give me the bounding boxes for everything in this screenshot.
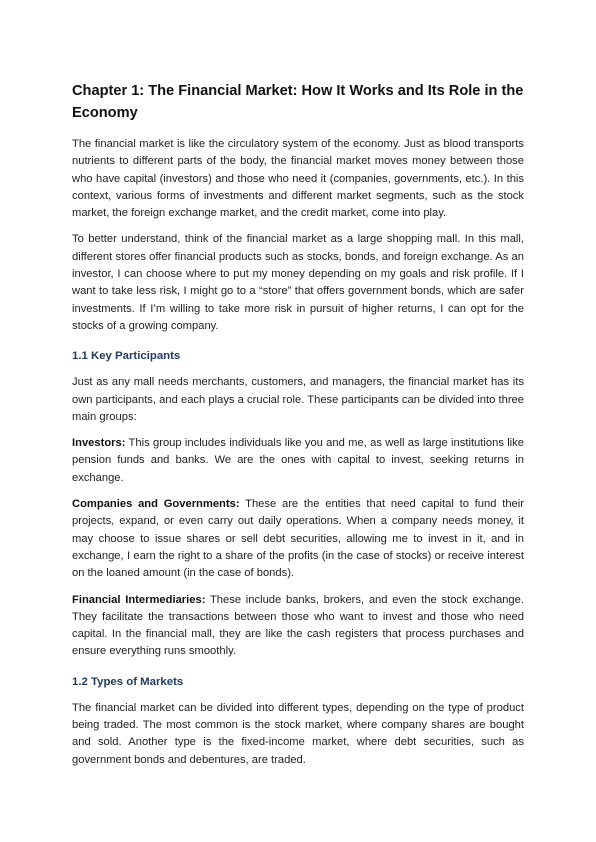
types-of-markets-paragraph: The financial market can be divided into different types, depending on the type of product being traded. The most common is the stock market, where company shares are bought and sold. Another type is the fixed-income market, where debt securities, such as government bonds and debentures, are traded. [72, 701, 524, 766]
intro-paragraph-1: The financial market is like the circulatory system of the economy. Just as blood transports nutrients to different parts of the body, the financial market moves money between those who have capital (investors) and those who need it (companies, governments, etc.). In this context, various forms of investments and different market segments, such as the stock market, the foreign exchange market, and the credit market, come into play. [72, 138, 524, 220]
section-heading-types-of-markets: 1.2 Types of Markets [72, 675, 184, 688]
investors-text: This group includes individuals like you and me, as well as large institutions like pension funds and banks. We are the ones with capital to invest, seeking returns in exchange. [72, 437, 524, 484]
intro-paragraph-2: To better understand, think of the financial market as a large shopping mall. In this mall, different stores offer financial products such as stocks, bonds, and foreign exchange. As an investor, I can choose where to put my money depending on my goals and risk profile. If I want to take less risk, I might go to a “store” that offers government bonds, which are safer investments. If I’m willing to take more risk in pursuit of higher returns, I can opt for the stocks of a growing company. [72, 233, 524, 332]
investors-term: Investors: [72, 437, 126, 450]
key-participants-intro: Just as any mall needs merchants, customers, and managers, the financial market has its own participants, and each plays a crucial role. These participants can be divided into three main groups: [72, 376, 524, 423]
document-page [72, 80, 524, 778]
companies-paragraph [72, 496, 524, 582]
intermediaries-text: These include banks, brokers, and even the stock exchange. They facilitate the transactions between those who want to invest and those who need capital. In the financial mall, they are like the cash registers that process purchases and ensure everything runs smoothly. [72, 593, 524, 658]
section-heading-key-participants: 1.1 Key Participants [72, 350, 181, 363]
intermediaries-term: Financial Intermediaries: [72, 593, 206, 606]
intermediaries-paragraph [72, 592, 524, 661]
companies-text: These are the entities that need capital to fund their projects, expand, or even carry out daily operations. When a company needs money, it may choose to issue shares or sell debt securities, allowing me to invest in it, and in exchange, I earn the right to a share of the profits (in the case of stocks) or receive interest on the loaned amount (in the case of bonds). [72, 498, 524, 580]
chapter-title: Chapter 1: The Financial Market: How It Works and Its Role in the Economy [72, 83, 524, 121]
investors-paragraph [72, 435, 524, 487]
companies-term: Companies and Governments: [72, 498, 240, 511]
